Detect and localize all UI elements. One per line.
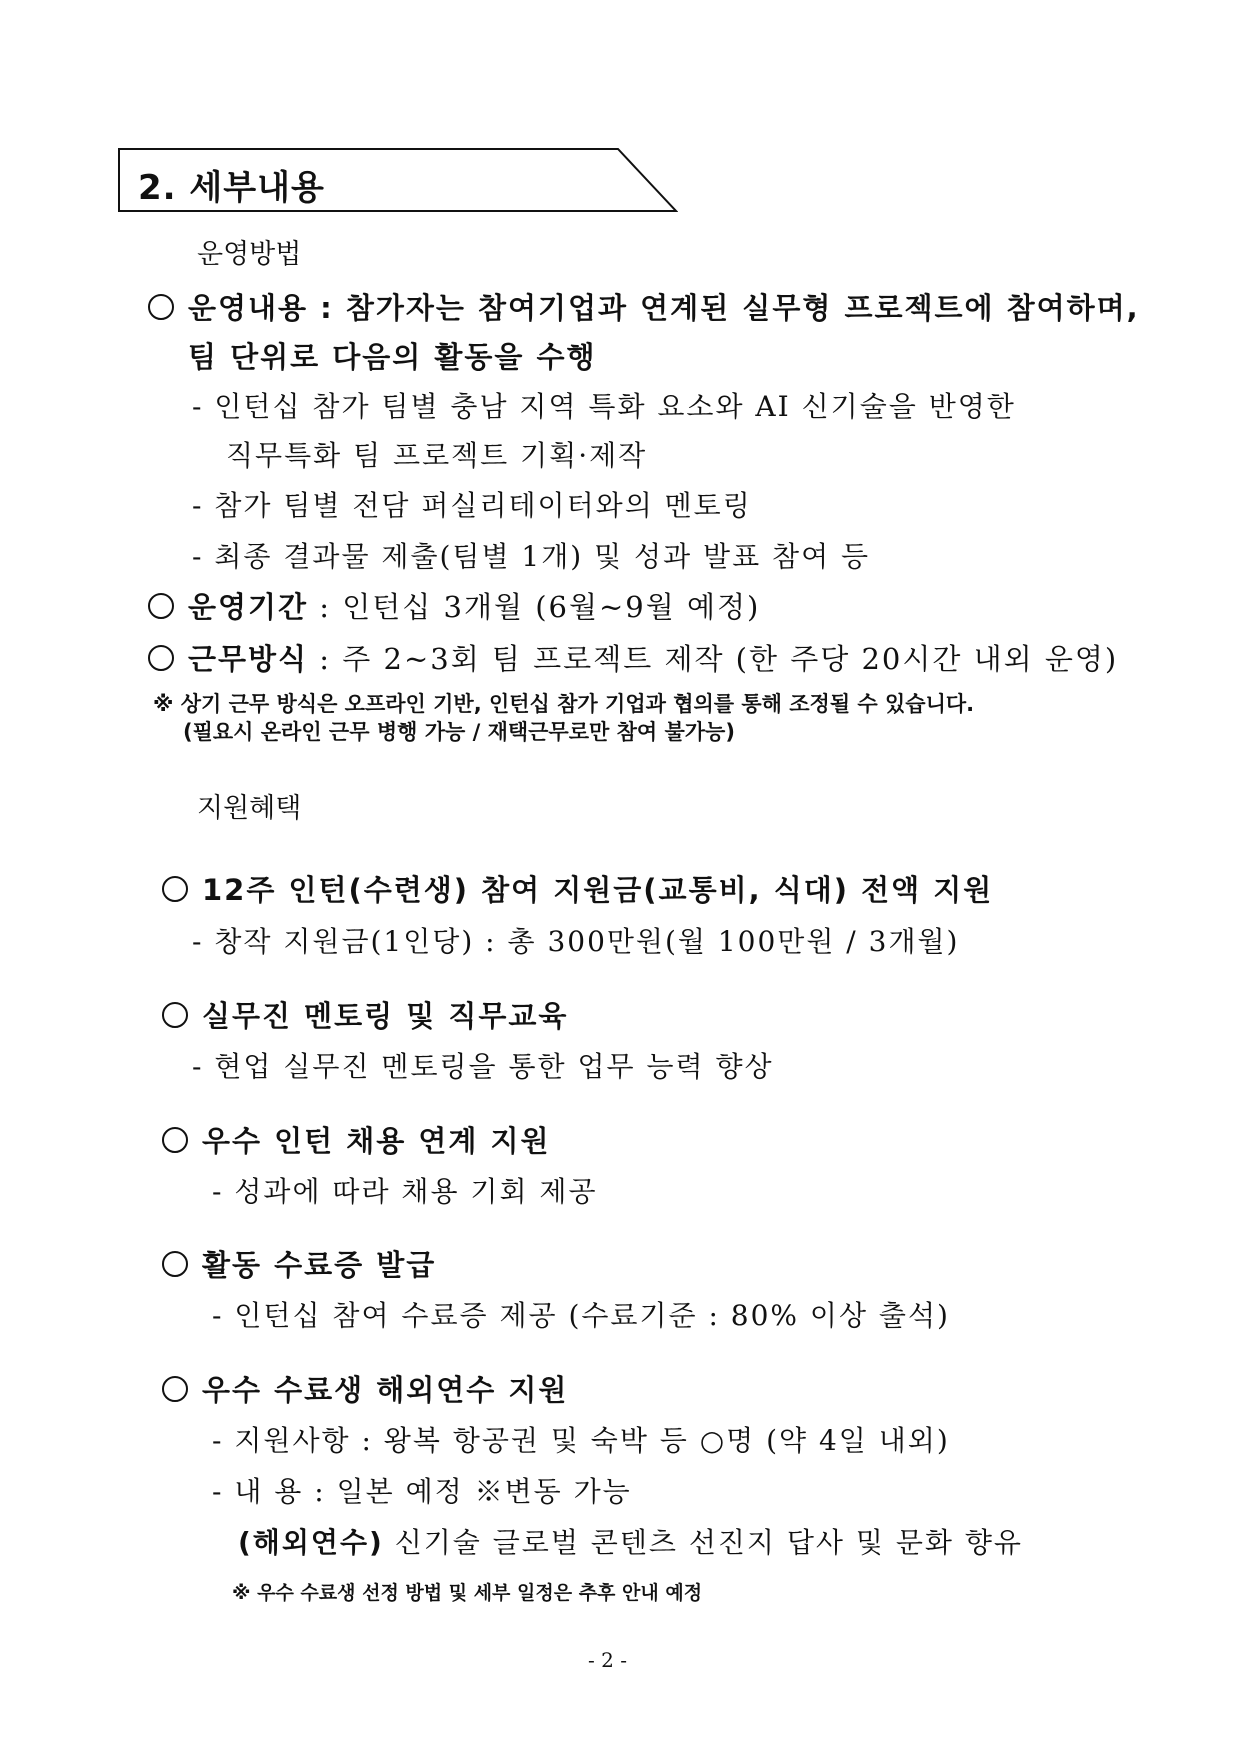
- overseas-training-label: (해외연수): [238, 1526, 384, 1559]
- benefit-item-detail: - 창작 지원금(1인당) : 총 300만원(월 100만원 / 3개월): [192, 925, 960, 958]
- circle-bullet-icon: [162, 1127, 188, 1153]
- overseas-training-line: [238, 1521, 1023, 1561]
- benefit-item-detail: - 현업 실무진 멘토링을 통한 업무 능력 향상: [192, 1050, 774, 1083]
- benefit-item-title: 활동 수료증 발급: [162, 1243, 436, 1284]
- operation-bullet-continued: 직무특화 팀 프로젝트 기획·제작: [226, 439, 648, 472]
- operation-note: ※ 상기 근무 방식은 오프라인 기반, 인턴십 참가 기업과 협의를 통해 조정될 수 있습니다.: [153, 692, 975, 716]
- operation-heading: 운영방법: [197, 239, 302, 270]
- circle-bullet-icon: [148, 294, 174, 320]
- page-number: - 2 -: [588, 1648, 627, 1672]
- operation-method-label: 근무방식: [188, 642, 309, 676]
- benefit-item-title: 실무진 멘토링 및 직무교육: [162, 994, 568, 1035]
- operation-period-item: [148, 585, 760, 626]
- benefit-item-detail: - 내 용 : 일본 예정 ※변동 가능: [212, 1475, 632, 1508]
- benefit-item-title: 12주 인턴(수련생) 참여 지원금(교통비, 식대) 전액 지원: [162, 868, 993, 909]
- benefit-item-detail: - 성과에 따라 채용 기회 제공: [212, 1175, 598, 1208]
- operation-note-continued: (필요시 온라인 근무 병행 가능 / 재택근무로만 참여 불가능): [183, 720, 735, 744]
- operation-content-item: [148, 286, 1140, 327]
- operation-content-text: : 참가자는 참여기업과 연계된 실무형 프로젝트에 참여하며,: [308, 291, 1140, 325]
- circle-bullet-icon: [148, 645, 174, 671]
- operation-bullet: - 최종 결과물 제출(팀별 1개) 및 성과 발표 참여 등: [192, 540, 871, 573]
- benefit-item-title: 우수 인턴 채용 연계 지원: [162, 1119, 551, 1160]
- benefits-final-note: ※ 우수 수료생 선정 방법 및 세부 일정은 추후 안내 예정: [232, 1582, 703, 1604]
- operation-content-text-2: 팀 단위로 다음의 활동을 수행: [188, 340, 597, 374]
- circle-bullet-icon: [162, 1251, 188, 1277]
- benefit-item-title: 우수 수료생 해외연수 지원: [162, 1368, 568, 1409]
- benefits-heading: 지원혜택: [197, 793, 302, 824]
- operation-content-label: 운영내용: [188, 291, 309, 325]
- operation-method-text: : 주 2~3회 팀 프로젝트 제작 (한 주당 20시간 내외 운영): [308, 642, 1119, 676]
- section-title: 2. 세부내용: [138, 168, 325, 208]
- operation-bullet: - 인턴십 참가 팀별 충남 지역 특화 요소와 AI 신기술을 반영한: [192, 390, 1016, 423]
- overseas-training-text: 신기술 글로벌 콘텐츠 선진지 답사 및 문화 향유: [383, 1526, 1023, 1559]
- circle-bullet-icon: [162, 1376, 188, 1402]
- operation-method-item: [148, 637, 1118, 678]
- benefit-item-detail: - 인턴십 참여 수료증 제공 (수료기준 : 80% 이상 출석): [212, 1299, 950, 1332]
- benefit-item-detail: - 지원사항 : 왕복 항공권 및 숙박 등 ○명 (약 4일 내외): [212, 1424, 950, 1457]
- circle-bullet-icon: [162, 1002, 188, 1028]
- operation-bullet: - 참가 팀별 전담 퍼실리테이터와의 멘토링: [192, 489, 752, 522]
- operation-period-text: : 인턴십 3개월 (6월~9월 예정): [308, 590, 761, 624]
- operation-period-label: 운영기간: [188, 590, 309, 624]
- circle-bullet-icon: [162, 876, 188, 902]
- circle-bullet-icon: [148, 593, 174, 619]
